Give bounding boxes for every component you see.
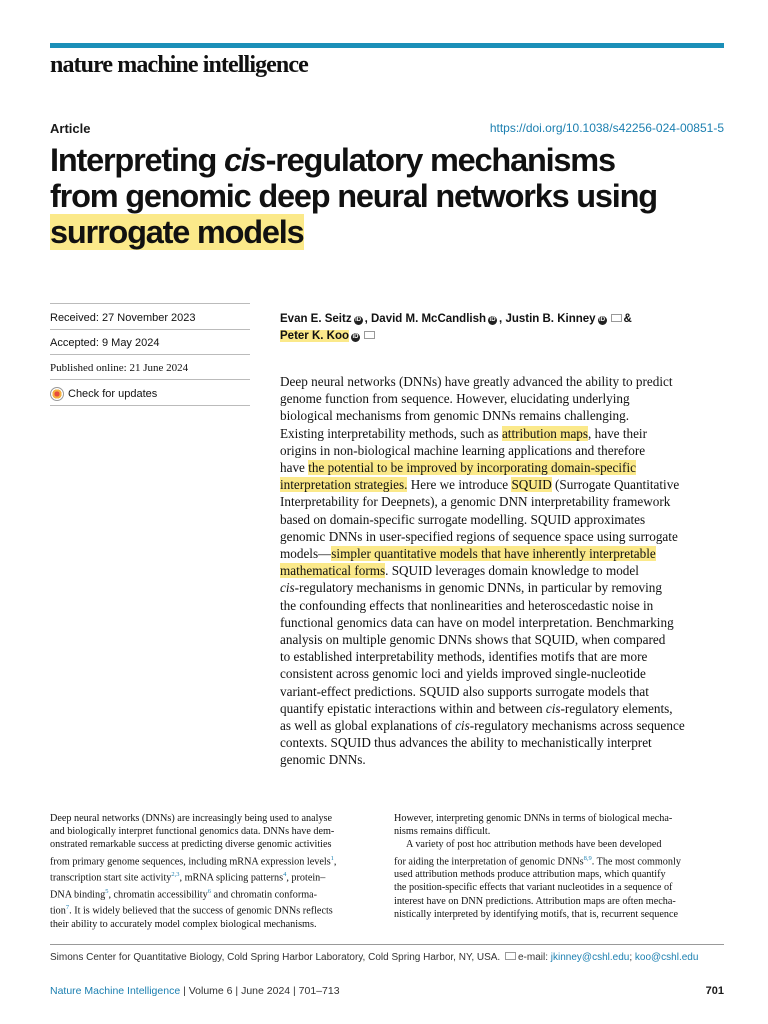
body-line (394, 868, 725, 881)
text-segment: Deep neural networks (DNNs) are increasingly being used to analyse (50, 813, 333, 824)
check-for-updates-button[interactable] (50, 387, 157, 401)
body-line (50, 825, 381, 838)
title-line-2: from genomic deep neural networks using (50, 178, 657, 214)
body-line (394, 908, 725, 921)
journal-color-bar (50, 43, 724, 48)
body-line (394, 838, 725, 851)
check-updates-icon (50, 387, 64, 401)
text-segment: the position-specific effects that variant nucleotides in a sequence of (394, 882, 673, 894)
text-segment: , (333, 856, 337, 867)
text-segment: Interpretability for Deepnets), a genomic DNN interpretability framework (280, 494, 671, 510)
email-link[interactable]: koo@cshl.edu (634, 952, 699, 963)
body-line (394, 895, 725, 908)
text-segment: and chromatin conforma- (211, 889, 318, 901)
text-segment: Here we introduce (407, 477, 512, 493)
text-segment: from primary genome sequences, including mRNA expression levels (50, 856, 331, 867)
abstract-line (280, 545, 730, 562)
text-segment: for aiding the interpretation of genomic DNNs (394, 856, 584, 867)
orcid-icon[interactable]: iD (352, 334, 359, 340)
footnote-divider (50, 944, 724, 945)
citation-ref[interactable]: 2,3 (171, 871, 180, 879)
text-segment: genome function from sequence. However, elucidating underlying (280, 391, 630, 407)
abstract-line (280, 511, 730, 528)
text-segment: based on domain-specific surrogate modelling. SQUID approximates (280, 511, 646, 527)
abstract-line (280, 459, 730, 476)
article-title (50, 142, 730, 250)
body-column-left (50, 812, 381, 931)
abstract-line (280, 390, 730, 407)
body-line (50, 812, 381, 825)
body-column-right (394, 812, 725, 921)
article-type: Article (50, 121, 91, 136)
text-segment: have (280, 460, 309, 476)
highlighted-text: interpretation strategies. (280, 477, 408, 493)
text-segment: as well as global explanations of (280, 718, 456, 734)
text-segment: Existing interpretability methods, such as (280, 425, 502, 441)
abstract-line (280, 700, 730, 717)
body-line (50, 868, 381, 885)
text-segment: tion (50, 905, 66, 917)
text-segment: models— (280, 546, 332, 562)
body-line (394, 825, 725, 838)
text-segment: analysis on multiple genomic DNNs shows that SQUID, when compared (280, 632, 666, 648)
citation-ref[interactable]: 6 (207, 887, 211, 895)
text-segment: variant-effect predictions. SQUID also supports surrogate models that (280, 683, 649, 699)
text-segment: cis (280, 580, 295, 596)
text-segment: and biologically interpret functional genomics data. DNNs have dem- (50, 826, 335, 838)
abstract-line (280, 683, 730, 700)
highlighted-text: simpler quantitative models that have inherently interpretable (331, 546, 656, 562)
text-segment: the confounding effects that nonlinearities and heteroscedastic noise in (280, 597, 654, 613)
text-segment: biological mechanisms from genomic DNNs remains challenging. (280, 408, 630, 424)
text-segment: used attribution methods produce attribution maps, which quantify (394, 869, 666, 881)
abstract-line (280, 442, 730, 459)
affiliation-footnote: Simons Center for Quantitative Biology, Cold Spring Harbor Laboratory, Cold Spring Harbor, NY, USA. e-mail: jkinney@cshl.edu; koo@cshl.edu (50, 952, 699, 963)
citation-ref[interactable]: 8,9 (583, 854, 592, 862)
mail-icon (505, 952, 516, 960)
body-line (394, 852, 725, 869)
abstract-line (280, 476, 730, 493)
text-segment: . The most commonly (591, 856, 681, 867)
citation-ref[interactable]: 4 (283, 871, 287, 879)
text-segment: . It is widely believed that the success of genomic DNNs reflects (69, 905, 333, 917)
doi-link[interactable]: https://doi.org/10.1038/s42256-024-00851-5 (489, 121, 724, 135)
divider (50, 303, 250, 304)
mail-icon[interactable] (364, 331, 375, 339)
text-segment: , have their (588, 425, 647, 441)
mail-icon[interactable] (611, 314, 622, 322)
body-line (394, 881, 725, 894)
abstract-line (280, 717, 730, 734)
text-segment: nisms remains difficult. (394, 826, 491, 838)
abstract-line (280, 751, 730, 768)
abstract-line (280, 407, 730, 424)
abstract-line (280, 425, 730, 442)
text-segment: interest have on DNN predictions. Attribution maps are often mecha- (394, 895, 676, 907)
divider (50, 329, 250, 330)
abstract-line (280, 373, 730, 390)
journal-name[interactable]: nature machine intelligence (50, 52, 308, 78)
footer-journal[interactable]: Nature Machine Intelligence (50, 985, 181, 997)
author-name[interactable]: David M. McCandlish (371, 313, 487, 325)
footer-volume: | Volume 6 | June 2024 | 701–713 (180, 985, 340, 997)
text-segment: cis (545, 700, 561, 716)
text-segment: (Surrogate Quantitative (551, 477, 680, 493)
text-segment: onstrated remarkable success at predicting diverse genomic activities (50, 839, 332, 851)
check-updates-label: Check for updates (68, 388, 158, 400)
abstract-line (280, 734, 730, 751)
text-segment: -regulatory mechanisms across sequence (469, 718, 685, 734)
abstract-line (280, 631, 730, 648)
text-segment: genomic DNNs. (280, 752, 366, 768)
abstract-line (280, 648, 730, 665)
text-segment: However, interpreting genomic DNNs in terms of biological mecha- (394, 813, 673, 824)
abstract-line (280, 493, 730, 510)
text-segment: quantify epistatic interactions within and between (280, 700, 546, 716)
text-segment: , protein– (286, 872, 326, 884)
highlighted-text: mathematical forms (280, 563, 386, 579)
orcid-icon[interactable]: iD (355, 317, 362, 323)
body-line (50, 838, 381, 851)
email-label: e-mail: (518, 952, 549, 963)
author-name[interactable]: Evan E. Seitz (280, 313, 352, 325)
text-segment: nistically interpreted by identifying motifs, that is, recurrent sequence (394, 908, 679, 920)
received-date: Received: 27 November 2023 (50, 312, 196, 324)
text-segment: . SQUID leverages domain knowledge to model (385, 563, 639, 579)
body-line (50, 918, 381, 931)
affiliation: Simons Center for Quantitative Biology, Cold Spring Harbor Laboratory, Cold Spring Harbor, NY, USA. (50, 952, 501, 963)
abstract-line (280, 614, 730, 631)
published-date: Published online: 21 June 2024 (50, 362, 189, 374)
author-list: Evan E. Seitz iD , David M. McCandlish iD , Justin B. Kinney iD & Peter K. Koo iD (280, 313, 632, 342)
divider (50, 405, 250, 406)
text-segment: origins in non-biological machine learning applications and therefore (280, 442, 646, 458)
text-segment: functional genomics data can have on model interpretation. Benchmarking (280, 614, 674, 630)
text-segment: , chromatin accessibility (108, 889, 208, 901)
text-segment: Deep neural networks (DNNs) have greatly advanced the ability to predict (280, 374, 673, 389)
citation-ref[interactable]: 1 (330, 854, 334, 862)
body-line (50, 885, 381, 902)
highlighted-text: attribution maps (501, 425, 589, 441)
abstract-line (280, 562, 730, 579)
text-segment: their ability to accurately model complex biological mechanisms. (50, 918, 317, 930)
text-segment: A variety of post hoc attribution methods have been developed (406, 839, 662, 851)
body-line (50, 852, 381, 869)
body-line (394, 812, 725, 825)
text-segment: -regulatory elements, (560, 700, 673, 716)
citation-ref[interactable]: 7 (65, 904, 70, 912)
text-segment: -regulatory mechanisms in genomic DNNs, in particular by removing (294, 580, 662, 596)
abstract-line (280, 597, 730, 614)
author-name[interactable]: Peter K. Koo (280, 330, 350, 342)
title-line-1: Interpreting cis-regulatory mechanisms (50, 142, 615, 178)
highlighted-text: the potential to be improved by incorporating domain-specific (308, 460, 636, 476)
highlighted-text: SQUID (511, 477, 552, 493)
text-segment: consistent across genomic loci and yields improved single-nucleotide (280, 666, 646, 682)
citation-ref[interactable]: 5 (105, 887, 109, 895)
text-segment: DNA binding (50, 889, 106, 901)
email-link[interactable]: jkinney@cshl.edu (550, 952, 630, 963)
abstract-line (280, 528, 730, 545)
accepted-date: Accepted: 9 May 2024 (50, 337, 160, 349)
text-segment: transcription start site activity (50, 872, 172, 884)
title-line-3: surrogate models (50, 214, 304, 250)
text-segment: , mRNA splicing patterns (179, 872, 284, 884)
text-segment: genomic DNNs in user-specified regions of sequence space using surrogate (280, 528, 678, 544)
orcid-icon[interactable]: iD (489, 317, 496, 323)
page-footer (50, 985, 340, 997)
text-segment: cis (455, 718, 470, 734)
orcid-icon[interactable]: iD (599, 317, 606, 323)
page-number: 701 (705, 985, 724, 997)
body-line (50, 901, 381, 918)
divider (50, 379, 250, 380)
text-segment: contexts. SQUID thus advances the ability to mechanistically interpret (280, 735, 652, 751)
abstract-line (280, 665, 730, 682)
author-name[interactable]: Justin B. Kinney (505, 313, 596, 325)
text-segment: to established interpretability methods, identifies motifs that are more (280, 649, 648, 665)
abstract (280, 373, 730, 769)
abstract-line (280, 579, 730, 596)
divider (50, 354, 250, 355)
